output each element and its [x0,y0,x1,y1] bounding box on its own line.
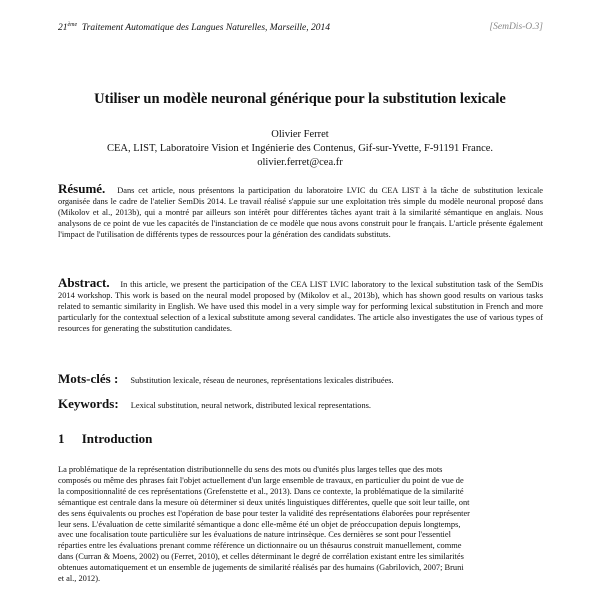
paragraph-line: la compositionnalité de ces représentations (Grefenstette et al., 2013). Dans ce contexte, la problématique de la similarité [58,486,464,496]
section-title: Introduction [81,431,153,446]
introduction-paragraph [58,465,543,585]
paragraph-line: des sens équivalents ou proches est l'opération de base pour tester la validité des représentations élaborées pour représenter [58,508,470,518]
resume-label: Résumé. [58,181,106,196]
conference-name: Traitement Automatique des Langues Naturelles, Marseille, 2014 [81,23,330,34]
paper-id: [SemDis-O.3] [489,22,543,32]
mots-cles-label: Mots-clés : [58,371,119,386]
abstract-text: In this article, we present the participation of the CEA LIST LVIC laboratory to the lexical substitution task of the SemDis 2014 workshop. This work is based on the neural model proposed by (Mikolov et al., 2013b), which has shown good results on various tasks related to semantic similarity in English. We have used this model in a very simple way for performing lexical substitution in French and more particularly for the contextual selection of a lexical substitute among several candidates. The article also investigates the use of various types of resources for generating the substitution candidates. [58,280,544,333]
author-block [0,128,600,170]
paragraph-line: dans (Curran & Moens, 2002) ou (Ferret, 2010), et celles déterminant le degré de corrélation existant entre les similarités [58,552,464,562]
paragraph-line: leur sens. L'évaluation de cette similarité sémantique a donc elle-même été un objet de préoccupation depuis longtemps, [58,519,461,529]
abstract-label: Abstract. [58,275,110,290]
conference-header [58,22,330,33]
mots-cles-block [58,371,543,387]
author-affiliation: CEA, LIST, Laboratoire Vision et Ingénierie des Contenus, Gif-sur-Yvette, F-91191 France. [106,143,494,154]
conference-ordinal-suffix: ème [67,22,78,28]
paragraph-line: sémantique est centrale dans la mesure où déterminer si deux unités linguistiques différentes, quelle que soit leur taille, ont [58,497,470,507]
author-email: olivier.ferret@cea.fr [257,157,343,168]
paragraph-line: réparties entre les évaluations prenant comme référence un dictionnaire ou un thésaurus construit manuellement, comme [58,541,462,551]
section-number: 1 [58,431,65,446]
paragraph-line: et al., 2012). [58,574,101,584]
section-heading [58,431,152,447]
resume-text: Dans cet article, nous présentons la participation du laboratoire LVIC du CEA LIST à la tâche de substitution lexicale organisée dans le cadre de l'atelier SemDis 2014. Le travail réalisé s'appuie sur une exploitation très simple du modèle neuronal proposé dans (Mikolov et al., 2013b), qui a montré par ailleurs son intérêt pour différentes tâches ayant trait à la similarité sémantique en anglais. Nous analysons de ce point de vue les capacités de l'instanciation de ce modèle que nous avons construit pour le français. L'article présente également l'impact de l'utilisation de différents types de ressources pour la génération des candidats substituts. [58,186,544,239]
resume-block [58,181,544,241]
mots-cles-text: Substitution lexicale, réseau de neurones, représentations lexicales distribuées. [130,376,394,385]
running-header [58,22,543,38]
conference-ordinal: 21 [58,23,68,34]
paper-title: Utiliser un modèle neuronal générique pour la substitution lexicale [94,91,506,107]
abstract-block [58,275,544,335]
keywords-label: Keywords: [58,396,119,411]
paragraph-line: obtenues automatiquement et un ensemble de jugements de similarité réalisés par des humains (Gabrilovich, 2007; Bruni [58,563,464,573]
paragraph-line: avec une focalisation toute particulière sur les évaluations de nature intrinsèque. Ces dernières se sont pour l'essentiel [58,530,451,540]
paragraph-line: composés ou même des phrases fait l'objet actuellement d'un large ensemble de travaux, en particulier du point de vue de [58,475,464,485]
keywords-text: Lexical substitution, neural network, distributed lexical representations. [130,401,372,410]
paragraph-line: La problématique de la représentation distributionnelle du sens des mots ou d'unités plus larges telles que des mots [58,465,443,474]
author-name: Olivier Ferret [271,129,329,140]
keywords-block [58,396,543,412]
